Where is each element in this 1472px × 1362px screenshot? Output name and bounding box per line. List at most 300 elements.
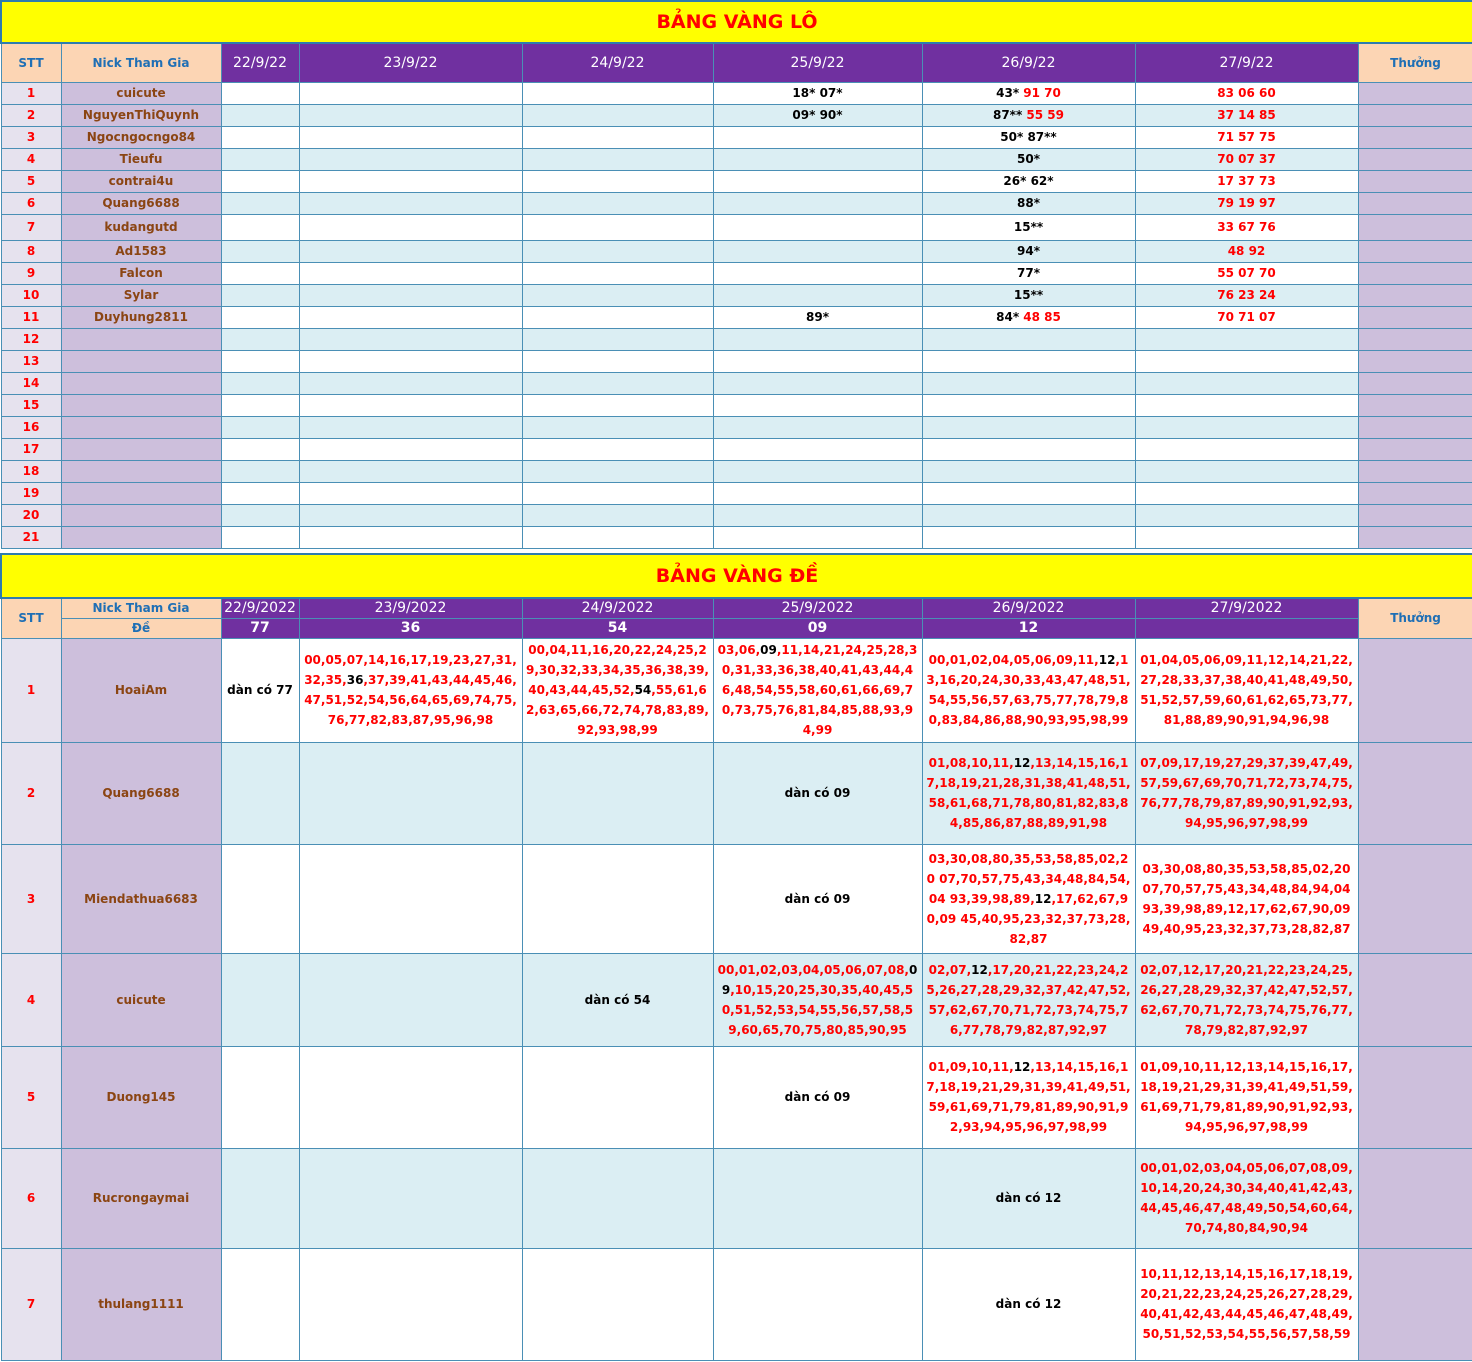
lo-cell-23: [299, 416, 522, 438]
lo-cell-thuong: [1358, 460, 1472, 482]
lo-cell-24: [522, 460, 713, 482]
lo-cell-thuong: [1358, 148, 1472, 170]
lo-cell-27: [1135, 526, 1358, 548]
lo-cell-22: [221, 126, 299, 148]
row-nick: Quang6688: [61, 742, 221, 844]
de-pick-black: dàn có 09: [784, 1090, 851, 1104]
row-nick: [61, 394, 221, 416]
row-stt: 9: [1, 262, 61, 284]
row-nick: Ngocngocngo84: [61, 126, 221, 148]
lo-row: [1, 482, 1472, 504]
row-nick: Duong145: [61, 1046, 221, 1148]
de-cell: [299, 844, 522, 953]
lo-cell-27: [1135, 460, 1358, 482]
lo-row: [1, 438, 1472, 460]
lo-row: [1, 350, 1472, 372]
de-header-date: 25/9/2022: [713, 598, 922, 618]
de-cell: [1135, 742, 1358, 844]
lo-cell-22: [221, 416, 299, 438]
de-pick-red: ,13,14,15,16,17,18,19,21,29,31,39,41,49,51,59,61,69,71,79,81,89,90,91,92,93,94,95,96,97,98,99: [926, 1060, 1131, 1134]
lo-cell-27: [1135, 482, 1358, 504]
lo-cell-25: [713, 262, 922, 284]
de-pick-red: 03,30,08,80,35,53,58,85,02,20 07,70,57,75,43,34,48,84,54,04 93,39,98,89,: [926, 851, 1131, 906]
lo-cell-22: [221, 350, 299, 372]
lo-cell-24: [522, 214, 713, 240]
lo-row: [1, 460, 1472, 482]
lo-cell-23: [299, 504, 522, 526]
lo-cell-23: [299, 328, 522, 350]
lo-cell-26: [922, 306, 1135, 328]
de-cell: [299, 953, 522, 1046]
lo-cell-24: [522, 328, 713, 350]
lo-cell-26: [922, 460, 1135, 482]
lo-cell-thuong: [1358, 214, 1472, 240]
lo-cell-22: [221, 526, 299, 548]
lo-cell-23: [299, 192, 522, 214]
de-row: [1, 742, 1472, 844]
de-pick-black: dàn có 12: [995, 1191, 1062, 1205]
de-pick-black: dàn có 77: [227, 683, 293, 697]
de-cell: [922, 638, 1135, 742]
de-cell: [522, 953, 713, 1046]
lo-cell-23: [299, 350, 522, 372]
de-title: BẢNG VÀNG ĐỀ: [1, 554, 1472, 598]
lo-cell-22: [221, 504, 299, 526]
lo-row: [1, 372, 1472, 394]
lo-cell-24: [522, 394, 713, 416]
de-pick-black: 09: [721, 962, 918, 997]
de-cell: [221, 638, 299, 742]
de-pick-red: ,17,62,67,90,09 45,40,95,23,32,37,73,28,82,87: [926, 891, 1131, 946]
lo-cell-thuong: [1358, 438, 1472, 460]
de-row: [1, 953, 1472, 1046]
lo-cell-27: [1135, 438, 1358, 460]
de-pick-red: 03,30,08,80,35,53,58,85,02,20 07,70,57,75,43,34,48,84,94,04 93,39,98,89,12,17,62,67,90,09 49,40,95,23,32,37,73,28,82,87: [1142, 861, 1351, 936]
row-stt: 5: [1, 1046, 61, 1148]
lo-cell-24: [522, 306, 713, 328]
row-stt: 4: [1, 953, 61, 1046]
row-nick: [61, 460, 221, 482]
lo-cell-25: [713, 438, 922, 460]
de-cell: [1135, 1148, 1358, 1248]
lo-pick-black: 50* 87**: [1000, 130, 1057, 144]
de-pick-red: 01,08,10,11,: [928, 756, 1014, 770]
row-stt: 2: [1, 742, 61, 844]
lo-cell-25: [713, 284, 922, 306]
lo-cell-23: [299, 306, 522, 328]
de-cell: [522, 1046, 713, 1148]
de-header-date: 22/9/2022: [221, 598, 299, 618]
lo-cell-26: [922, 192, 1135, 214]
de-cell: [1135, 1046, 1358, 1148]
lo-cell-22: [221, 240, 299, 262]
de-cell: [299, 742, 522, 844]
lo-cell-27: 48 92: [1135, 240, 1358, 262]
de-cell: [221, 953, 299, 1046]
de-cell: [922, 844, 1135, 953]
lo-cell-27: [1135, 350, 1358, 372]
lo-header-date: 22/9/22: [221, 43, 299, 82]
lo-cell-thuong: [1358, 416, 1472, 438]
de-cell: [1135, 953, 1358, 1046]
lo-cell-26: [922, 214, 1135, 240]
lo-cell-25: [713, 328, 922, 350]
lo-cell-24: [522, 416, 713, 438]
lo-cell-26: [922, 504, 1135, 526]
lo-pick-black: 26* 62*: [1003, 174, 1054, 188]
de-result: [1135, 618, 1358, 638]
lo-cell-26: [922, 262, 1135, 284]
row-stt: 6: [1, 1148, 61, 1248]
lo-cell-thuong: [1358, 192, 1472, 214]
de-cell: [1135, 638, 1358, 742]
lo-cell-25: 18* 07*: [713, 82, 922, 104]
lo-cell-26: [922, 170, 1135, 192]
de-pick-black: dàn có 54: [584, 992, 651, 1007]
row-stt: 19: [1, 482, 61, 504]
lo-header-date: 25/9/22: [713, 43, 922, 82]
lo-cell-26: [922, 126, 1135, 148]
lo-cell-23: [299, 482, 522, 504]
lo-pick-black: 94*: [1017, 244, 1040, 258]
lo-cell-22: [221, 438, 299, 460]
lo-cell-27: 83 06 60: [1135, 82, 1358, 104]
lo-cell-23: [299, 438, 522, 460]
lo-cell-24: [522, 192, 713, 214]
lo-cell-27: 55 07 70: [1135, 262, 1358, 284]
lo-cell-26: [922, 350, 1135, 372]
de-cell: [922, 1248, 1135, 1360]
de-cell-thuong: [1358, 742, 1472, 844]
row-stt: 6: [1, 192, 61, 214]
lo-cell-thuong: [1358, 482, 1472, 504]
de-row: [1, 638, 1472, 742]
de-pick-red: 02,07,: [928, 962, 972, 977]
de-pick-red: ,13,14,15,16,17,18,19,21,28,31,38,41,48,51,58,61,68,71,78,80,81,82,83,84,85,86,87,88,89,91,98: [926, 756, 1131, 830]
lo-cell-25: [713, 372, 922, 394]
row-stt: 2: [1, 104, 61, 126]
de-cell: [299, 1148, 522, 1248]
de-cell: [221, 844, 299, 953]
de-row: [1, 1046, 1472, 1148]
lo-cell-25: [713, 416, 922, 438]
de-pick-black: 12: [1034, 891, 1052, 906]
row-stt: 15: [1, 394, 61, 416]
lo-title: BẢNG VÀNG LÔ: [1, 1, 1472, 43]
de-pick-red: ,13,16,20,24,30,33,43,47,48,51,54,55,56,57,63,75,77,78,79,80,83,84,86,88,90,93,95,98,99: [926, 653, 1131, 727]
lo-cell-24: [522, 482, 713, 504]
de-row: [1, 844, 1472, 953]
lo-row: [1, 192, 1472, 214]
lo-pick-black: 77*: [1017, 266, 1040, 280]
de-cell: [522, 1248, 713, 1360]
lo-header-thuong: Thưởng: [1358, 43, 1472, 82]
de-cell: [713, 844, 922, 953]
lo-pick-black: 50*: [1017, 152, 1040, 166]
de-result: 12: [922, 618, 1135, 638]
lo-cell-26: [922, 284, 1135, 306]
de-cell: [922, 742, 1135, 844]
lo-cell-26: [922, 438, 1135, 460]
lo-cell-thuong: [1358, 126, 1472, 148]
lo-cell-25: 09* 90*: [713, 104, 922, 126]
lo-cell-23: [299, 104, 522, 126]
lo-cell-22: [221, 148, 299, 170]
lo-cell-thuong: [1358, 104, 1472, 126]
de-pick-black: dàn có 12: [995, 1297, 1062, 1311]
row-nick: kudangutd: [61, 214, 221, 240]
lo-cell-23: [299, 82, 522, 104]
row-nick: Sylar: [61, 284, 221, 306]
de-cell: [221, 1148, 299, 1248]
de-pick-red: 01,09,10,11,: [928, 1060, 1014, 1074]
row-nick: cuicute: [61, 953, 221, 1046]
de-cell-thuong: [1358, 844, 1472, 953]
lo-cell-23: [299, 284, 522, 306]
lo-pick-black: 88*: [1017, 196, 1040, 210]
de-result: 54: [522, 618, 713, 638]
lo-cell-27: 37 14 85: [1135, 104, 1358, 126]
lo-cell-23: [299, 526, 522, 548]
lo-header-nick: Nick Tham Gia: [61, 43, 221, 82]
de-pick-red: ,10,15,20,25,30,35,40,45,50,51,52,53,54,55,56,57,58,59,60,65,70,75,80,85,90,95: [721, 982, 914, 1037]
de-pick-red: 02,07,12,17,20,21,22,23,24,25,26,27,28,29,32,37,42,47,52,57,62,67,70,71,72,73,74,75,76,77,78,79,82,87,92,97: [1140, 962, 1353, 1037]
lo-cell-27: 76 23 24: [1135, 284, 1358, 306]
lo-table: [0, 0, 1472, 549]
lo-cell-thuong: [1358, 350, 1472, 372]
lo-cell-26: [922, 240, 1135, 262]
lo-header-stt: STT: [1, 43, 61, 82]
lo-cell-23: [299, 170, 522, 192]
de-pick-black: 54: [634, 683, 652, 697]
lo-row: [1, 328, 1472, 350]
de-header-date: 27/9/2022: [1135, 598, 1358, 618]
lo-row: [1, 526, 1472, 548]
row-nick: Quang6688: [61, 192, 221, 214]
de-pick-red: 00,05,07,14,16,17,19,23,27,31,32,35,: [304, 653, 517, 687]
de-row: [1, 1148, 1472, 1248]
lo-cell-24: [522, 104, 713, 126]
de-header-date: 24/9/2022: [522, 598, 713, 618]
row-stt: 17: [1, 438, 61, 460]
lo-cell-24: [522, 240, 713, 262]
de-cell-thuong: [1358, 953, 1472, 1046]
row-stt: 12: [1, 328, 61, 350]
lo-row: [1, 284, 1472, 306]
row-stt: 7: [1, 1248, 61, 1360]
lo-cell-22: [221, 214, 299, 240]
lo-pick-black: 87**: [992, 108, 1023, 122]
lo-cell-22: [221, 262, 299, 284]
lo-cell-23: [299, 148, 522, 170]
lo-cell-27: [1135, 394, 1358, 416]
de-cell: [922, 1046, 1135, 1148]
row-nick: Tieufu: [61, 148, 221, 170]
lo-cell-25: [713, 526, 922, 548]
lo-row: [1, 82, 1472, 104]
de-cell-thuong: [1358, 1148, 1472, 1248]
lo-cell-25: [713, 126, 922, 148]
row-nick: [61, 526, 221, 548]
de-header-thuong: Thưởng: [1358, 598, 1472, 638]
lo-cell-26: [922, 82, 1135, 104]
de-cell: [522, 1148, 713, 1248]
de-pick-red: 00,01,02,03,04,05,06,07,08,: [717, 962, 909, 977]
row-nick: [61, 482, 221, 504]
lo-cell-thuong: [1358, 504, 1472, 526]
lo-cell-thuong: [1358, 372, 1472, 394]
lo-cell-26: [922, 526, 1135, 548]
lo-cell-27: [1135, 504, 1358, 526]
lo-row: [1, 262, 1472, 284]
de-cell: [713, 1046, 922, 1148]
de-pick-black: 12: [1013, 1060, 1031, 1074]
lo-cell-thuong: [1358, 526, 1472, 548]
lo-cell-26: [922, 394, 1135, 416]
lo-cell-23: [299, 372, 522, 394]
row-nick: Falcon: [61, 262, 221, 284]
lo-cell-27: 71 57 75: [1135, 126, 1358, 148]
row-nick: Duyhung2811: [61, 306, 221, 328]
lo-header-date: 23/9/22: [299, 43, 522, 82]
row-nick: thulang1111: [61, 1248, 221, 1360]
lo-cell-27: 79 19 97: [1135, 192, 1358, 214]
lo-cell-thuong: [1358, 82, 1472, 104]
row-stt: 3: [1, 844, 61, 953]
de-result: 77: [221, 618, 299, 638]
lo-cell-22: [221, 82, 299, 104]
row-nick: Miendathua6683: [61, 844, 221, 953]
row-stt: 16: [1, 416, 61, 438]
lo-row: [1, 306, 1472, 328]
de-cell: [299, 638, 522, 742]
de-cell: [299, 1248, 522, 1360]
lo-cell-27: [1135, 372, 1358, 394]
lo-cell-27: 17 37 73: [1135, 170, 1358, 192]
de-cell: [922, 953, 1135, 1046]
lo-pick-black: 43*: [996, 86, 1020, 100]
lo-header-date: 24/9/22: [522, 43, 713, 82]
lo-cell-25: [713, 148, 922, 170]
lo-pick-red: 48 85: [1019, 310, 1061, 324]
lo-cell-25: [713, 170, 922, 192]
lo-cell-22: [221, 284, 299, 306]
lo-cell-27: [1135, 328, 1358, 350]
lo-cell-26: [922, 482, 1135, 504]
lo-cell-25: [713, 350, 922, 372]
de-cell-thuong: [1358, 1046, 1472, 1148]
row-stt: 10: [1, 284, 61, 306]
lo-cell-22: [221, 306, 299, 328]
de-pick-black: dàn có 09: [784, 786, 851, 800]
row-stt: 20: [1, 504, 61, 526]
de-table: [0, 553, 1472, 1361]
lo-cell-23: [299, 460, 522, 482]
lo-cell-23: [299, 214, 522, 240]
lo-cell-23: [299, 240, 522, 262]
row-stt: 1: [1, 82, 61, 104]
row-nick: [61, 350, 221, 372]
lo-cell-22: [221, 394, 299, 416]
lo-cell-22: [221, 328, 299, 350]
de-pick-red: 00,04,11,16,20,22,24,25,29,30,32,33,34,35,36,38,39,40,43,44,45,52,: [526, 643, 709, 697]
de-pick-black: dàn có 09: [784, 891, 851, 906]
row-nick: NguyenThiQuynh: [61, 104, 221, 126]
de-header-date: 23/9/2022: [299, 598, 522, 618]
lo-cell-25: [713, 504, 922, 526]
lo-cell-thuong: [1358, 394, 1472, 416]
de-pick-red: ,17,20,21,22,23,24,25,26,27,28,29,32,37,42,47,52,57,62,67,70,71,72,73,74,75,76,77,78,79,82,87,92,97: [926, 962, 1131, 1037]
de-cell: [713, 1248, 922, 1360]
de-pick-black: 36: [346, 673, 364, 687]
de-cell: [522, 844, 713, 953]
de-row: [1, 1248, 1472, 1360]
de-cell: [713, 953, 922, 1046]
row-stt: 1: [1, 638, 61, 742]
lo-row: [1, 394, 1472, 416]
de-cell: [713, 742, 922, 844]
de-cell: [522, 638, 713, 742]
de-pick-black: 09: [760, 643, 777, 657]
row-nick: cuicute: [61, 82, 221, 104]
de-cell: [1135, 1248, 1358, 1360]
de-cell: [522, 742, 713, 844]
row-nick: [61, 372, 221, 394]
lo-row: [1, 148, 1472, 170]
lo-cell-22: [221, 372, 299, 394]
lo-row: [1, 104, 1472, 126]
de-cell: [713, 1148, 922, 1248]
de-pick-red: 00,01,02,04,05,06,09,11,: [928, 653, 1099, 667]
lo-cell-thuong: [1358, 240, 1472, 262]
de-pick-red: ,55,61,62,63,65,66,72,74,78,83,89,92,93,98,99: [526, 683, 709, 737]
lo-cell-26: [922, 104, 1135, 126]
de-pick-red: ,11,14,21,24,25,28,30,31,33,36,38,40,41,43,44,46,48,54,55,58,60,61,66,69,70,73,75,76,81,84,85,88,93,94,99: [721, 643, 918, 737]
de-pick-red: 03,06,: [717, 643, 761, 657]
lo-cell-thuong: [1358, 170, 1472, 192]
lo-cell-25: [713, 482, 922, 504]
lo-cell-27: [1135, 416, 1358, 438]
lo-cell-thuong: [1358, 284, 1472, 306]
lo-cell-26: [922, 416, 1135, 438]
de-cell: [922, 1148, 1135, 1248]
lo-cell-24: [522, 504, 713, 526]
row-nick: [61, 416, 221, 438]
lo-cell-24: [522, 350, 713, 372]
lo-pick-black: 15**: [1013, 288, 1044, 302]
row-nick: Ad1583: [61, 240, 221, 262]
de-pick-red: 07,09,17,19,27,29,37,39,47,49,57,59,67,69,70,71,72,73,74,75,76,77,78,79,87,89,90,91,92,93,94,95,96,97,98,99: [1140, 756, 1353, 830]
lo-cell-thuong: [1358, 328, 1472, 350]
lo-cell-27: 70 07 37: [1135, 148, 1358, 170]
lo-row: [1, 240, 1472, 262]
lo-cell-25: [713, 214, 922, 240]
lo-pick-red: 91 70: [1019, 86, 1061, 100]
lo-cell-22: [221, 482, 299, 504]
row-stt: 21: [1, 526, 61, 548]
lo-pick-black: 84*: [996, 310, 1020, 324]
de-pick-red: 00,01,02,03,04,05,06,07,08,09,10,14,20,24,30,34,40,41,42,43,44,45,46,47,48,49,50,54,60,64,70,74,80,84,90,94: [1140, 1161, 1353, 1235]
lo-pick-black: 15**: [1013, 220, 1044, 234]
de-cell: [221, 742, 299, 844]
lo-cell-24: [522, 526, 713, 548]
de-pick-black: 12: [971, 962, 988, 977]
lo-cell-24: [522, 170, 713, 192]
lo-cell-23: [299, 262, 522, 284]
lo-cell-thuong: [1358, 262, 1472, 284]
row-stt: 11: [1, 306, 61, 328]
lo-cell-23: [299, 394, 522, 416]
